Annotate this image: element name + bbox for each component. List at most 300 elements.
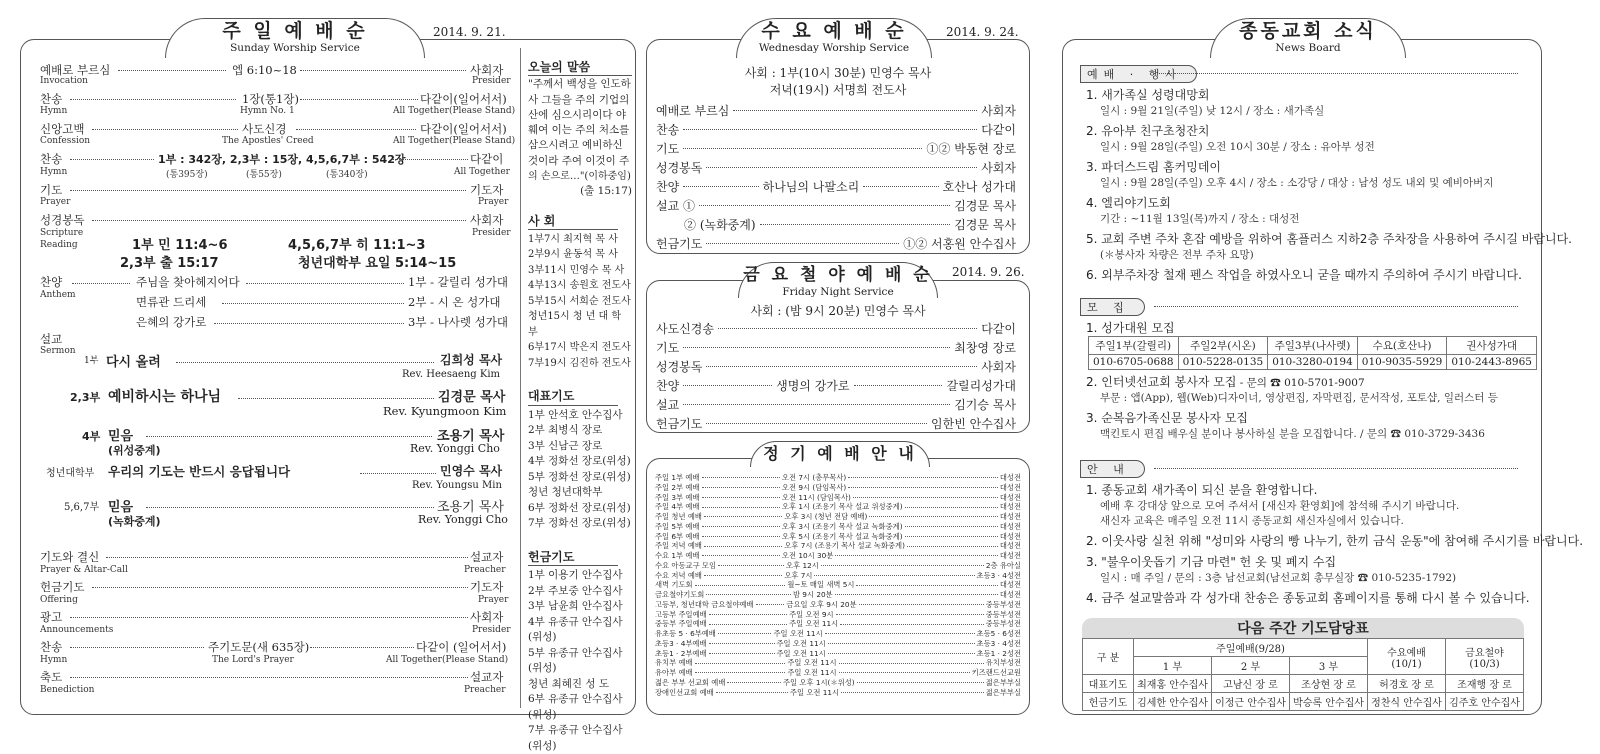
news-item-detail: 맥킨토시 편집 배우실 분이나 봉사하실 분을 모집합니다. / 문의 ☎ 010-3729-3436 [1100,428,1485,440]
regular-time: 오후 3시 (청년 전담 예배) [784,512,868,521]
recruit-head: 주일3부(나사렛) [1268,337,1358,355]
dotted-leader [709,653,775,654]
regular-time: 주일 오전 11시 [787,658,837,668]
regular-place: 대성전 [999,512,1021,521]
offering-item: 6부 유종규 안수집사(위성) [528,693,623,721]
regular-name: 주일 5부 예배 [655,521,700,531]
regular-time: 오후 12시 [786,560,819,570]
regular-place: 젊은부부실 [985,687,1021,697]
invocation-scripture: 엡 6:10~18 [232,63,297,77]
dotted-leader [821,565,984,566]
sunday-title-tab [165,18,425,58]
prayer-cell: 최재홍 안수집사 [1134,675,1212,693]
regular-row [655,688,1021,698]
scripture-4567: 4,5,6,7부 히 11:1~3 [288,238,426,253]
dotted-leader [840,624,984,625]
offering-label: 헌금기도 [40,580,85,594]
regular-time: 오후 5시 (조용기 목사 설교 녹화중계) [781,531,903,541]
regular-row [655,561,1021,571]
wed-label: 수요예배 [1387,647,1426,659]
regular-name: 유치부 예배 [655,658,693,668]
friday-title-tab [738,262,938,298]
friday-row-label: 설교 [656,397,680,412]
wed-date: (10/1) [1391,658,1422,670]
regular-row [655,580,1021,590]
wednesday-row-right: 사회자 [981,103,1016,118]
col-part3: 3 부 [1290,657,1368,675]
regular-name: 주일 3부 예배 [655,492,700,502]
regular-name: 주일 청년 예배 [655,512,702,521]
sermon-rev-3: Rev. Yonggi Cho [410,442,500,455]
friday-row [656,396,1016,412]
fri-label: 금요철야 [1465,647,1504,659]
anthem-song-3: 은혜의 강가로 [136,315,207,329]
col-gubun: 구 분 [1083,639,1134,675]
rep-item: 6부 정화선 장로(위성) [528,501,631,514]
regular-worship-list [655,473,1021,697]
dotted-leader [716,692,788,693]
regular-place: 대성전 [999,590,1021,599]
wednesday-row-label: 찬송 [656,122,680,137]
hymn2-sub3: (통340장) [326,170,368,180]
news-item-detail: 일시 : 매 주일 / 문의 : 3층 남선교회(남선교회 총무실장 ☎ 010-5235-1792) [1100,572,1457,584]
prayer-cell: 고남신 장 로 [1212,675,1290,693]
regular-place: 유치부성전 [985,658,1021,668]
sermon-title-2: 예비하시는 하나님 [108,389,222,405]
offering-en: Offering [40,595,78,605]
sermon-label: 설교 [40,332,63,346]
regular-row [655,502,1021,512]
rep-item: 청년 청년대학부 [528,486,603,499]
news-item-detail: 일시 : 9월 28일(주일) 오전 10시 30분 / 장소 : 유아부 성전 [1100,141,1375,153]
altar-label: 기도와 결신 [40,550,100,564]
sunday-subtitle: Sunday Worship Service [230,42,360,54]
host-item: 4부13시 송원호 전도사 [528,280,631,292]
wednesday-row-label: 설교 ① [656,198,695,213]
news-item-title: 3. "불우이웃돕기 기금 마련" 헌 옷 및 폐지 수집 [1086,555,1337,569]
offering-who-en: Prayer [478,595,509,605]
news-item-heading [1086,589,1530,606]
word-line: "주께서 백성을 인도하 [528,78,631,91]
dotted-leader [706,423,927,424]
friday-row-right: 임한빈 안수집사 [931,416,1016,431]
news-item-title: 5. 교회 주변 주차 혼잡 예방을 위하여 홈플러스 지하2층 주차장을 사용하여 주시길 바랍니다. [1086,232,1572,246]
friday-row-middle: 생명의 강가로 [776,378,850,393]
altar-who: 설교자 [470,550,504,564]
dotted-leader [756,604,785,605]
regular-time: 오후 7시 [784,570,813,580]
dotted-leader [702,487,780,488]
regular-time: 오전 10시 30분 [781,551,834,560]
dotted-leader [835,594,998,595]
word-line: 의 손으로…"(이하중임) [528,171,631,183]
offering-item: 5부 유종규 안수집사(위성) [528,646,623,675]
friday-row-label: 헌금기도 [656,416,703,431]
friday-row-right: 갈릴리성가대 [946,378,1016,393]
host-item: 7부19시 김진하 전도사 [528,357,631,369]
regular-name: 주일 6부 예배 [655,531,700,541]
hymn1-en: Hymn [40,106,68,116]
confession-creed-en: The Apostles' Creed [222,136,314,146]
col-part2: 2 부 [1212,657,1290,675]
wednesday-row [656,197,1016,213]
wednesday-row-right: ①② 박동현 장로 [926,141,1016,156]
rep-item: 4부 정화선 장로(위성) [528,455,631,468]
regular-row [655,649,1021,659]
dotted-leader [825,633,975,634]
wednesday-host-2: 저녁(19시) 서명희 전도사 [769,83,907,97]
hymn2-sub2: (통55장) [246,170,282,180]
regular-row [655,522,1021,532]
confession-who: 다같이(일어서서) [420,122,507,136]
announce-who: 사회자 [470,610,504,624]
dotted-leader [702,526,780,527]
regular-name: 초등3 · 4부예배 [655,638,707,648]
regular-name: 주일 4부 예배 [655,502,700,512]
scripture-1: 1부 민 11:4~6 [132,238,228,253]
sermon-part-2: 2,3부 [70,391,101,404]
word-line: (출 15:17) [580,185,632,198]
wednesday-row-right: 김경문 목사 [954,198,1016,213]
dotted-leader [683,186,758,187]
wednesday-row-label: 헌금기도 [656,236,703,251]
scripture-label: 성경봉독 [40,213,85,227]
rep-item: 2부 최병식 장로 [528,424,603,437]
regular-time: 주일 오전 11시 [789,619,839,629]
confession-creed: 사도신경 [242,122,287,136]
dotted-leader [836,614,984,615]
hymn3-prayer: 주기도문(새 635장) [208,640,310,654]
host-item: 청년15시 청 년 대 학 부 [528,311,622,338]
dotted-leader [718,328,977,329]
col-friday [1446,639,1524,675]
altar-en: Prayer & Altar-Call [40,565,128,575]
host-item: 3부11시 민영수 목 사 [528,264,625,276]
offering-item: 청년 최혜진 성 도 [528,677,610,690]
invocation-en: Invocation [40,76,88,86]
sunday-date: 2014. 9. 21. [433,25,506,39]
news-item-title: 1. 새가족실 성령대망회 [1086,88,1210,102]
col-sunday: 주일예배(9/28) [1134,639,1368,657]
dotted-leader [835,555,998,556]
recruit-head: 주일2부(시온) [1178,337,1268,355]
dotted-leader [706,167,977,168]
regular-time: 오전 7시 (총무목사) [781,473,847,482]
offering-item: 2부 주보중 안수집사 [528,584,623,597]
confession-label: 신앙고백 [40,122,85,136]
regular-place: 대성전 [999,482,1021,492]
word-line: 삼으시려고 예비하신 [528,139,623,152]
prayer-schedule-title: 다음 주간 기도담당표 [1237,621,1369,637]
news-item-contact: - 문의 ☎ 010-5701-9007 [1236,377,1365,389]
regular-name: 주일 저녁 예배 [655,541,702,551]
regular-place: 중등부성전 [985,599,1021,609]
dotted-leader [839,672,970,673]
word-line: 훼여 이는 주의 처소를 [528,124,630,137]
wednesday-row-middle: 하나님의 나팔소리 [762,179,860,194]
news-item-title: 4. 엘리야기도회 [1086,196,1171,210]
hymn2-sub1: (통395장) [166,170,208,180]
regular-time: 오후 3시 (조용기 목사 설교 녹화중계) [781,521,903,531]
sermon-sub-5: (녹화중계) [108,515,161,528]
regular-place: 대성전 [999,473,1021,482]
dotted-leader [683,347,950,348]
regular-place: 키즈랜드선교원 [971,668,1021,677]
regular-time: 오전 9시 (담임목사) [781,482,847,492]
prayer-cell: 대표기도 [1083,675,1134,693]
news-item-detail: 일시 : 9월 28일(주일) 오후 4시 / 장소 : 소강당 / 대상 : 남성 성도 내외 및 예비아버지 [1100,177,1494,189]
rep-item: 1부 안석호 안수집사 [528,408,623,421]
announce-en: Announcements [40,625,114,635]
word-line: 산에 심으시리이다 야 [528,108,626,121]
prayer-cell: 허경호 장 로 [1368,675,1446,693]
recruit-phone: 010-3280-0194 [1268,355,1358,370]
offering-item: 3부 남윤희 안수집사 [528,600,623,613]
hymn3-prayer-en: The Lord's Prayer [212,655,294,665]
news-item-detail: 부문 : 앱(App), 웹(Web)디자이너, 영상편집, 자막편집, 문서작성, 포토샵, 일러스터 등 [1100,392,1498,404]
sermon-preacher-4: 민영수 목사 [440,464,503,478]
scripture-youth: 청년대학부 요일 5:14~15 [298,256,457,271]
invocation-presider-en: Presider [472,76,511,86]
news-item-heading [1086,481,1317,498]
regular-time: 오전 11시 (담임목사) [781,492,851,502]
prayer-en: Prayer [40,197,71,207]
news-subtitle: News Board [1275,42,1341,54]
sermon-rev-4: Rev. Youngsu Min [412,480,502,491]
recruit-head: 권사성가대 [1447,337,1537,355]
host-item: 5부15시 서희순 전도사 [528,295,631,307]
wednesday-row [656,178,1016,194]
todays-word-text [528,77,632,199]
regular-row [655,512,1021,522]
prayer-cell: 이정근 안수집사 [1212,693,1290,711]
regular-name: 수요 아동교구 모임 [655,560,717,570]
offering-prayer-title: 헌금기도 [528,550,618,566]
altar-who-en: Preacher [464,565,506,575]
regular-place: 대성전 [999,551,1021,560]
hymn2-label: 찬송 [40,152,63,166]
news-item-title: 4. 금주 설교말씀과 각 성가대 찬송은 종동교회 홈페이지를 통해 다시 볼 수 있습니다. [1086,591,1530,605]
sermon-title-5: 믿음 [108,500,134,515]
regular-time: 주일 오전 11시 [776,648,826,658]
dotted-leader [704,575,782,576]
wednesday-row [656,235,1016,251]
dotted-leader [828,643,975,644]
dotted-leader [709,624,787,625]
news-item-title: 6. 외부주차장 철재 펜스 작업을 하였사오니 굳을 때까지 주의하여 주시기 바랍니다. [1086,268,1522,282]
rep-item: 7부 정화선 장로(위성) [528,517,631,530]
prayer-cell: 박승록 안수집사 [1290,693,1368,711]
news-item-heading [1086,230,1572,247]
sermon-title-1: 다시 올려 [106,355,161,370]
dotted-leader [683,148,922,149]
sermon-en: Sermon [40,346,76,356]
regular-place: 초등3 · 4성전 [976,638,1021,648]
regular-time: 주일 오전 11시 [773,629,823,638]
offering-item: 1부 이용기 안수집사 [528,569,623,582]
regular-place: 대성전 [999,502,1021,512]
hymn1-number-en: Hymn No. 1 [240,106,295,116]
hymn2-who: 다같이 [470,152,504,166]
wednesday-row [656,159,1016,175]
anthem-song-2: 면류관 드리세 [136,295,207,309]
dotted-leader [856,585,997,586]
offering-item: 7부 유종규 안수집사(위성) [528,724,623,752]
sermon-part-3: 4부 [82,430,101,443]
section-notice: 안 내 [1080,460,1145,478]
regular-place: 중등부성전 [985,619,1021,629]
prayer-label: 기도 [40,183,63,197]
wednesday-row-label: ② (녹화중계) [684,217,756,232]
confession-who-en: All Together(Please Stand) [393,136,516,146]
dotted-leader [706,243,899,244]
regular-row [655,668,1021,678]
regular-row [655,619,1021,629]
dotted-leader [695,672,786,673]
section-events: 예배 · 행사 [1080,65,1197,83]
sermon-rev-1: Rev. Heesaeng Kim [402,369,501,380]
sermon-title-3: 믿음 [108,429,134,444]
dotted-leader [706,366,977,367]
regular-place: 중등부성전 [985,609,1021,619]
prayer-schedule-table [1082,638,1524,711]
regular-row [655,571,1021,581]
hymn2-en: Hymn [40,167,68,177]
prayer-cell: 정찬식 안수집사 [1368,693,1446,711]
hymn3-who-en: All Together(Please Stand) [386,655,509,665]
regular-name: 새벽 기도회 [655,580,693,590]
regular-time: 주일 오후 1시(＊위성) [783,677,855,687]
confession-en: Confession [40,136,91,146]
dotted-leader [760,224,951,225]
dotted-leader [727,682,781,683]
regular-time: 주일 오전 11시 [776,638,826,648]
friday-row [656,320,1016,336]
regular-row [655,590,1021,600]
choir-recruit-table [1088,336,1537,370]
dotted-leader [828,653,975,654]
dotted-leader [706,594,791,595]
dotted-leader [848,487,998,488]
news-item-heading [1086,158,1221,175]
news-item-heading [1086,373,1365,390]
choir-recruit-title: 1. 성가대원 모집 [1086,321,1175,335]
friday-title: 금 요 철 야 예 배 순 [743,265,933,285]
announce-who-en: Presider [472,625,511,635]
recruit-phone: 010-9035-5929 [1357,355,1447,370]
friday-row-right: 다같이 [981,321,1016,336]
friday-host: 사회 : (밤 9시 20분) 민영수 목사 [750,304,926,318]
hymn1-label: 찬송 [40,92,63,106]
anthem-song-1: 주님을 찾아헤지어다 [136,275,240,289]
friday-row [656,339,1016,355]
wednesday-title: 수 요 예 배 순 [761,20,907,42]
dotted-leader [907,546,998,547]
benediction-who: 설교자 [470,670,504,684]
friday-row [656,415,1016,431]
regular-place: 대성전 [999,531,1021,541]
wednesday-row [656,102,1016,118]
regular-place: 대성전 [999,521,1021,531]
prayer-who-en: Prayer [478,197,509,207]
dotted-leader [869,516,997,517]
wednesday-row-label: 기도 [656,141,680,156]
benediction-who-en: Preacher [464,685,506,695]
news-item-detail: 일시 : 9월 21일(주일) 낮 12시 / 장소 : 새가족실 [1100,105,1325,117]
regular-row [655,483,1021,493]
friday-row-label: 성경봉독 [656,359,703,374]
news-item-title: 1. 종동교회 새가족이 되신 분을 환영합니다. [1086,483,1318,497]
news-item-detail: 기간 : ~11월 13일(목)까지 / 장소 : 대성전 [1100,213,1300,225]
offering-item: 4부 유종규 안수집사(위성) [528,615,623,644]
friday-row-right: 사회자 [981,359,1016,374]
benediction-label: 축도 [40,670,63,684]
hymn1-number: 1장(통1장) [242,92,299,106]
dotted-leader [859,604,984,605]
wednesday-date: 2014. 9. 24. [946,25,1019,39]
friday-row-label: 기도 [656,340,680,355]
dotted-leader [704,516,782,517]
regular-name: 수요 저녁 예배 [655,570,702,580]
friday-row [656,358,1016,374]
recruit-head: 주일1부(갈릴리) [1089,337,1179,355]
host-title: 사 회 [528,214,618,230]
prayer-cell: 김세한 안수집사 [1134,693,1212,711]
dotted-leader [695,585,786,586]
dotted-leader [733,110,977,111]
dotted-leader [704,546,782,547]
rep-item: 3부 신남근 장로 [528,439,603,452]
news-item-detail: 새신자 교육은 매주일 오전 11시 종동교회 새신자실에서 있습니다. [1100,515,1404,527]
scripture-23: 2,3부 출 15:17 [120,256,219,271]
regular-time: 오후 7시 (조용기 목사 설교 녹화중계) [784,541,905,551]
regular-row [655,551,1021,561]
scripture-who-en: Presider [472,228,511,238]
regular-row [655,600,1021,610]
regular-place: 초등1 · 2성전 [976,648,1021,658]
sermon-part-1: 1부 [84,356,99,366]
regular-row [655,541,1021,551]
regular-name: 초등1 · 2부예배 [655,648,707,658]
prayer-cell: 김주호 안수집사 [1446,693,1524,711]
host-item: 6부17시 박은지 전도사 [528,342,631,354]
fri-date: (10/3) [1469,658,1500,670]
invocation-presider: 사회자 [470,63,504,77]
hymn1-who-en: All Together(Please Stand) [393,106,516,116]
regular-name: 장애인선교회 예배 [655,687,714,697]
regular-name: 중등부 주일예배 [655,619,707,629]
prayer-cell: 조재행 장 로 [1446,675,1524,693]
hymn3-en: Hymn [40,655,68,665]
scripture-en1: Scripture [40,228,84,238]
regular-place: 대성전 [999,541,1021,551]
wednesday-row-right: 호산나 성가대 [942,179,1016,194]
hymn2-who-en: All Together [454,167,510,177]
news-item-heading [1086,86,1209,103]
rep-prayer-title: 대표기도 [528,389,618,405]
dotted-leader [841,692,984,693]
recruit-head: 수요(호산나) [1357,337,1447,355]
wednesday-row-label: 성경봉독 [656,160,703,175]
wednesday-row-right: 다같이 [981,122,1016,137]
wednesday-subtitle: Wednesday Worship Service [758,42,910,54]
dotted-leader [683,385,772,386]
dotted-leader [863,186,938,187]
dotted-leader [702,497,780,498]
announce-label: 광고 [40,610,63,624]
regular-name: 주일 2부 예배 [655,482,700,492]
todays-word-title: 오늘의 말씀 [528,60,632,76]
